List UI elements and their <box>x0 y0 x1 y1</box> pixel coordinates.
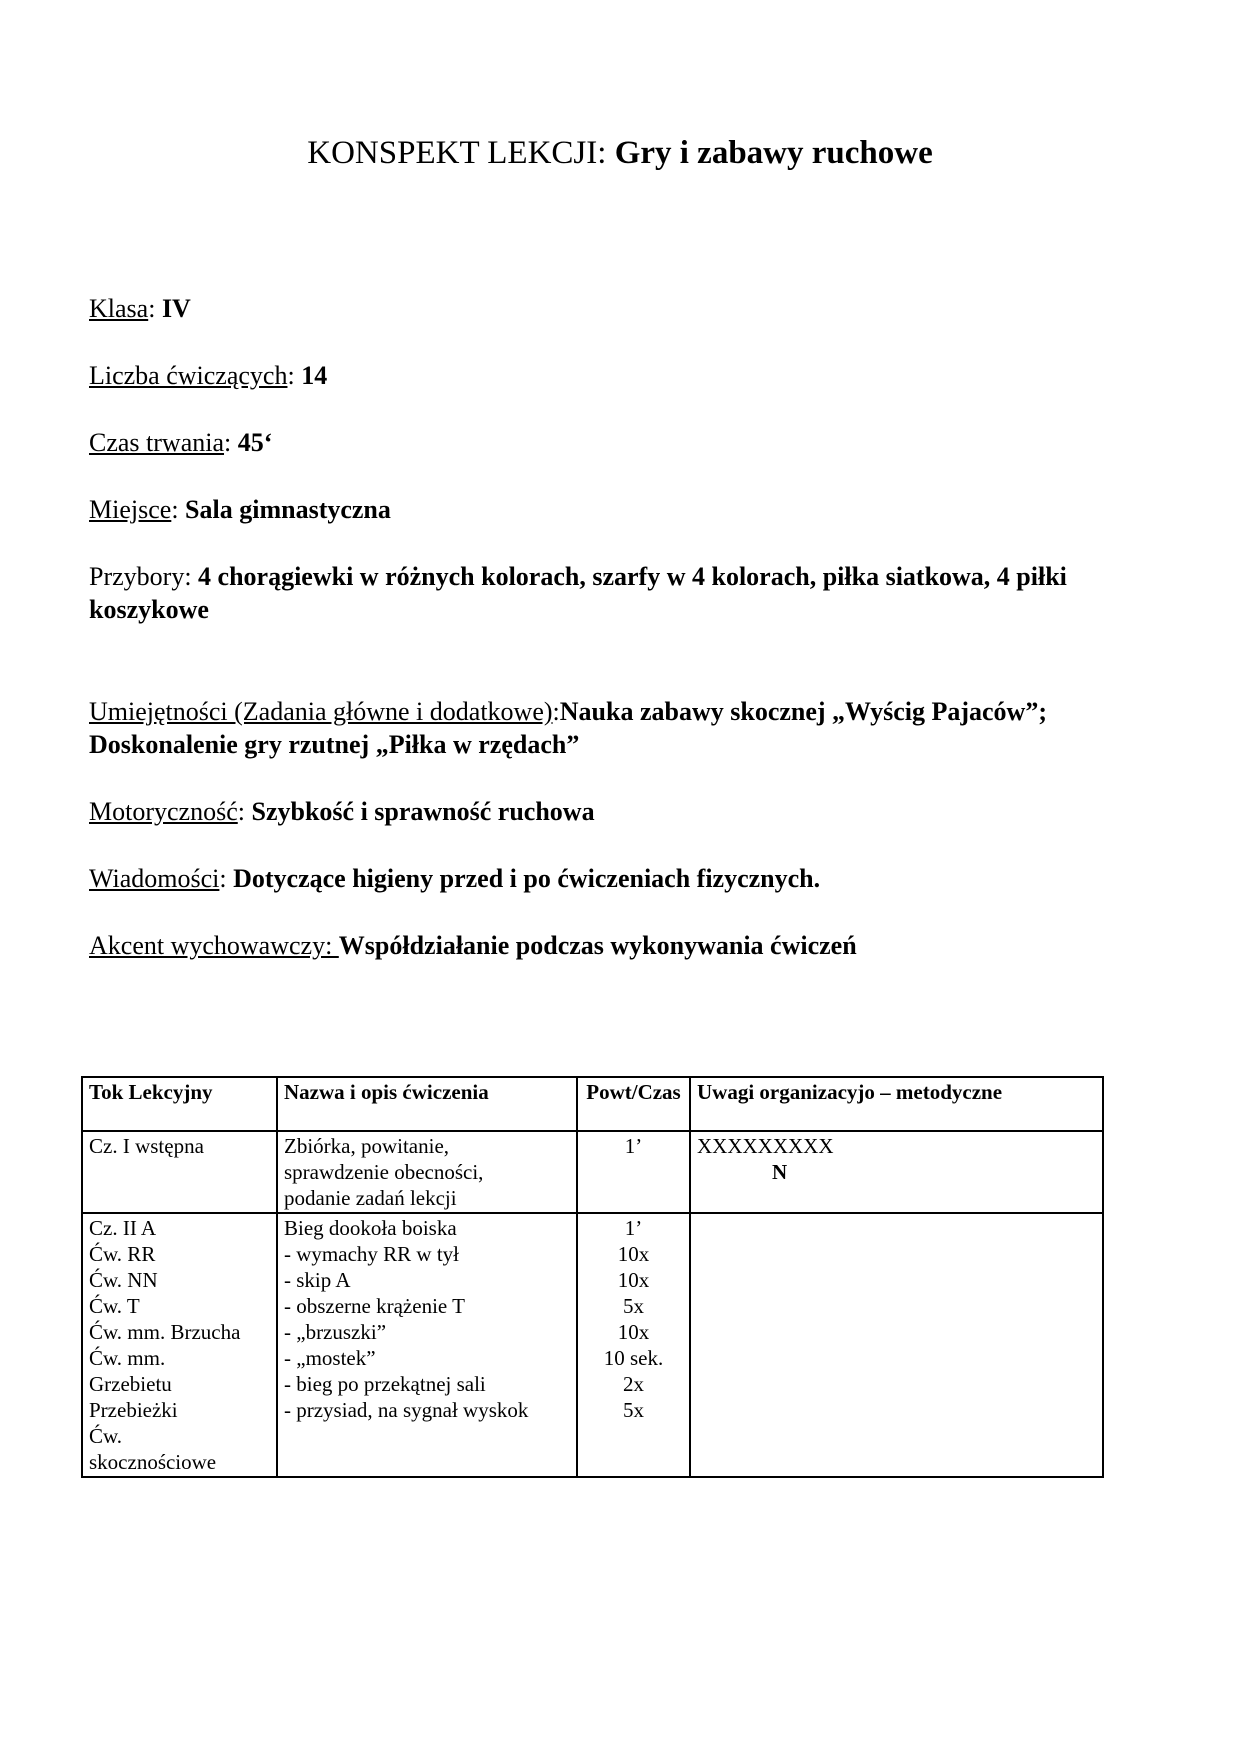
row2-tok-line: Cz. II A <box>89 1216 157 1240</box>
row1-tok: Cz. I wstępna <box>82 1131 277 1213</box>
row2-powt-line: 10x <box>617 1320 650 1344</box>
motorycznosc-value: Szybkość i sprawność ruchowa <box>251 797 595 826</box>
row2-tok-line: Ćw. RR <box>89 1242 156 1266</box>
klasa-value: IV <box>161 294 191 323</box>
miejsce-label: Miejsce <box>89 495 172 524</box>
row2-tok <box>82 1213 277 1477</box>
row2-opis-line: - wymachy RR w tył <box>284 1242 459 1266</box>
table-row <box>82 1131 1103 1213</box>
info-czas <box>89 426 1149 459</box>
row2-powt-line: 5x <box>623 1398 644 1422</box>
info-liczba <box>89 359 1149 392</box>
row2-tok-line: Ćw. <box>89 1424 123 1448</box>
row1-powt: 1’ <box>577 1131 690 1213</box>
row2-opis-line: - „brzuszki” <box>284 1320 387 1344</box>
miejsce-sep: : <box>171 495 186 524</box>
liczba-value: 14 <box>301 361 328 390</box>
page-title <box>0 132 1240 174</box>
info-umiejetnosci <box>89 695 1149 761</box>
miejsce-value: Sala gimnastyczna <box>185 495 391 524</box>
wiadomosci-sep: : <box>219 864 234 893</box>
row2-uwagi <box>690 1213 1103 1477</box>
przybory-value: 4 chorągiewki w różnych kolorach, szarfy w 4 kolorach, piłka siatkowa, 4 piłki koszykowe <box>89 562 1067 624</box>
info-motorycznosc <box>89 795 1149 828</box>
motorycznosc-label: Motoryczność <box>89 797 238 826</box>
title-prefix: KONSPEKT LEKCJI: <box>307 135 615 171</box>
row2-powt-line: 10 sek. <box>603 1346 664 1370</box>
row2-tok-line: Ćw. mm. Brzucha <box>89 1320 241 1344</box>
row2-powt-line: 2x <box>623 1372 644 1396</box>
info-akcent <box>89 929 1149 962</box>
row2-opis-line: - bieg po przekątnej sali <box>284 1372 486 1396</box>
row2-tok-line: Ćw. T <box>89 1294 140 1318</box>
header-opis: Nazwa i opis ćwiczenia <box>277 1077 577 1131</box>
header-powt: Powt/Czas <box>577 1077 690 1131</box>
row1-uwagi-formation: XXXXXXXXX <box>697 1134 834 1158</box>
row1-opis-line: sprawdzenie obecności, <box>284 1160 484 1184</box>
klasa-label: Klasa <box>89 294 149 323</box>
row2-powt-line: 5x <box>623 1294 644 1318</box>
row2-powt-line: 1’ <box>624 1216 643 1240</box>
row1-uwagi-teacher: N <box>772 1160 788 1184</box>
row2-opis <box>277 1213 577 1477</box>
row2-tok-line: Przebieżki <box>89 1398 178 1422</box>
header-uwagi: Uwagi organizacyjo – metodyczne <box>690 1077 1103 1131</box>
umiejetnosci-sep: : <box>552 697 560 726</box>
row2-tok-line: Grzebietu <box>89 1372 172 1396</box>
przybory-label: Przybory: <box>89 562 199 591</box>
motorycznosc-sep: : <box>237 797 252 826</box>
table-header-row <box>82 1077 1103 1131</box>
klasa-sep: : <box>148 294 162 323</box>
row2-opis-line: - przysiad, na sygnał wyskok <box>284 1398 529 1422</box>
row1-opis <box>277 1131 577 1213</box>
row2-tok-line: Ćw. mm. <box>89 1346 166 1370</box>
wiadomosci-value: Dotyczące higieny przed i po ćwiczeniach fizycznych. <box>233 864 821 893</box>
row2-opis-line: - obszerne krążenie T <box>284 1294 465 1318</box>
row2-opis-line: - skip A <box>284 1268 351 1292</box>
umiejetnosci-value: Nauka zabawy skocznej „Wyścig Pajaców”; Doskonalenie gry rzutnej „Piłka w rzędach” <box>89 697 1047 759</box>
liczba-label: Liczba ćwiczących <box>89 361 288 390</box>
row2-powt-line: 10x <box>617 1242 650 1266</box>
liczba-sep: : <box>287 361 302 390</box>
akcent-label: Akcent wychowawczy: <box>89 931 339 960</box>
umiejetnosci-label: Umiejętności (Zadania główne i dodatkowe) <box>89 697 553 726</box>
row2-tok-line: skocznościowe <box>89 1450 217 1474</box>
title-value: Gry i zabawy ruchowe <box>614 135 933 171</box>
row2-opis-line: - „mostek” <box>284 1346 376 1370</box>
czas-sep: : <box>224 428 238 457</box>
row2-tok-line: Ćw. NN <box>89 1268 158 1292</box>
row2-powt-line: 10x <box>617 1268 650 1292</box>
row1-opis-line: Zbiórka, powitanie, <box>284 1134 450 1158</box>
row1-uwagi <box>690 1131 1103 1213</box>
info-wiadomosci <box>89 862 1149 895</box>
table-row <box>82 1213 1103 1477</box>
czas-value: 45‘ <box>237 428 273 457</box>
akcent-value: Współdziałanie podczas wykonywania ćwiczeń <box>338 931 857 960</box>
info-miejsce <box>89 493 1149 526</box>
info-przybory <box>89 560 1149 626</box>
lesson-table <box>81 1076 1104 1478</box>
header-tok: Tok Lekcyjny <box>82 1077 277 1131</box>
wiadomosci-label: Wiadomości <box>89 864 220 893</box>
row2-powt <box>577 1213 690 1477</box>
row2-opis-line: Bieg dookoła boiska <box>284 1216 457 1240</box>
row1-opis-line: podanie zadań lekcji <box>284 1186 457 1210</box>
czas-label: Czas trwania <box>89 428 225 457</box>
info-klasa <box>89 292 1149 325</box>
